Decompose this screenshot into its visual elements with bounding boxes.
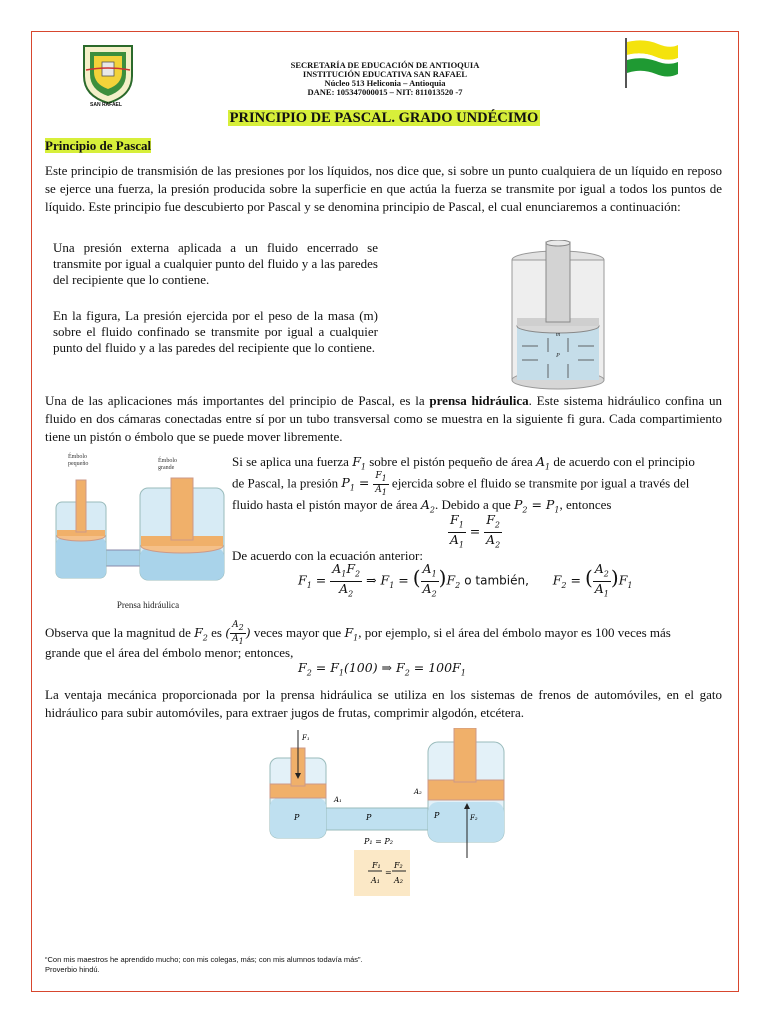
- svg-text:P₁ = P₂: P₁ = P₂: [364, 837, 393, 846]
- svg-text:m: m: [555, 332, 561, 338]
- header-line-1: SECRETARÍA DE EDUCACIÓN DE ANTIOQUIA: [290, 60, 480, 70]
- equation-intro: De acuerdo con la ecuación anterior:: [232, 548, 423, 563]
- example-equation: $F_2 = F_1(100)$ ⇒ $F_2 = 100F_1$: [298, 660, 466, 678]
- header-line-2: INSTITUCIÓN EDUCATIVA SAN RAFAEL: [302, 69, 468, 79]
- small-piston-label: Émbolo: [68, 454, 87, 460]
- svg-text:grande: grande: [158, 465, 175, 471]
- svg-text:P: P: [434, 811, 440, 820]
- svg-text:P: P: [556, 353, 560, 359]
- force-text-line-2: de Pascal, la presión $P_1$ = $\frac{F_1}{A_1}$ ejercida sobre el fluido se transmite por igual a través del: [232, 471, 690, 497]
- logo-caption: SAN RAFAEL: [90, 102, 122, 108]
- pascal-cylinder-figure: [508, 240, 608, 390]
- antioquia-flag-icon: [620, 36, 682, 90]
- figure-note: En la figura, La presión ejercida por el peso de la masa (m) sobre el fluido confinado se transmite por igual a cualquier punto del fluido y a las paredes del recipiente que lo contiene.: [53, 308, 378, 355]
- press-paragraph: Una de las aplicaciones más importantes del principio de Pascal, es la prensa hidráulica. Este sistema hidráulico confina un fluido en dos cámaras conectadas entre sí por un tubo transversal como se muestra en la siguiente fi gura. Cada compartimiento tiene un pistón o émbolo que se puede mover libremente.: [45, 393, 722, 444]
- section-title: Principio de Pascal: [45, 138, 152, 153]
- svg-text:P: P: [294, 813, 300, 822]
- svg-text:A₂: A₂: [414, 788, 422, 796]
- ratio-equation: $\frac{F_1}{A_1}$ = $\frac{F_2}{A_2}$: [449, 512, 501, 549]
- force-text-line-3: fluido hasta el pistón mayor de área $A_2$. Debido a que $P_2 = P_1$, entonces: [232, 497, 612, 515]
- svg-text:P: P: [366, 813, 372, 822]
- quote-source: Proverbio hindú.: [45, 965, 100, 974]
- quote-text: “Con mis maestros he aprendido mucho; con mis colegas, más; con mis alumnos todavía más”.: [45, 955, 363, 964]
- svg-text:A₁: A₁: [334, 796, 342, 804]
- magnitude-line-1: Observa que la magnitud de $F_2$ es ( $\frac{A_2}{A_1}$ ) veces mayor que $F_1$, por ejemplo, si el área del émbolo mayor es 100 veces más: [45, 620, 671, 646]
- school-crest-logo: [76, 40, 140, 106]
- press-caption: Prensa hidráulica: [116, 600, 180, 610]
- magnitude-line-2: grande que el área del émbolo menor; entonces,: [45, 645, 294, 660]
- hydraulic-press-figure: [50, 452, 230, 612]
- svg-text:A₂: A₂: [394, 876, 403, 885]
- svg-text:F₁: F₁: [372, 861, 381, 870]
- intro-paragraph: Este principio de transmisión de las presiones por los líquidos, nos dice que, si sobre un punto cualquiera de un líquido en reposo se ejerce una fuerza, la presión producida sobre la superficie en que actúa la fuerza se transmite por igual a todos los puntos de líquido. Este principio fue descubierto por Pascal y se denomina principio de Pascal, el cual enunciaremos a continuación:: [45, 163, 722, 214]
- big-piston-label: Émbolo: [158, 458, 177, 464]
- svg-text:F₁: F₁: [302, 734, 310, 742]
- force-equations: $F_1$ = $\frac{A_1F_2}{A_2}$ ⇒ $F_1$ = ( $\frac{A_1}{A_2}$ )$F_2$ o también, $F_2$ = ( $\frac{A_2}{A_1}$ )$F_1$: [298, 561, 633, 598]
- svg-text:F₂: F₂: [394, 861, 403, 870]
- header-line-3: Núcleo 513 Heliconia – Antioquia: [324, 78, 446, 88]
- pascal-press-diagram: [268, 728, 508, 898]
- force-text-line-1: Si se aplica una fuerza $F_1$ sobre el pistón pequeño de área $A_1$ de acuerdo con el principio: [232, 454, 695, 472]
- header-line-4: DANE: 105347000015 – NIT: 811013520 -7: [307, 87, 463, 97]
- svg-text:=: =: [385, 868, 392, 877]
- svg-text:F₂: F₂: [470, 814, 478, 822]
- applications-paragraph: La ventaja mecánica proporcionada por la prensa hidráulica se utiliza en los sistemas de frenos de automóviles, en el gato hidráulico para subir automóviles, para extraer jugos de frutas, comprimir algodón, etcétera.: [45, 687, 722, 720]
- page-title: PRINCIPIO DE PASCAL. GRADO UNDÉCIMO: [229, 110, 539, 126]
- pascal-statement: Una presión externa aplicada a un fluido encerrado se transmite por igual a cualquier punto del fluido y a las paredes del recipiente que lo contiene.: [53, 240, 378, 287]
- svg-text:pequeño: pequeño: [68, 461, 89, 467]
- svg-text:A₁: A₁: [371, 876, 380, 885]
